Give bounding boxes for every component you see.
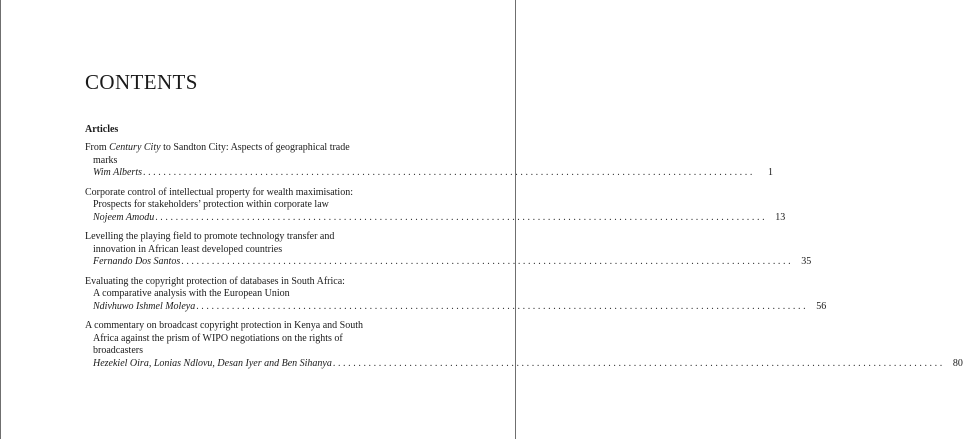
entry-page-number: 13 [775, 211, 786, 223]
author-line [85, 300, 827, 314]
entry-page-number: 56 [816, 300, 827, 312]
entry-page-number: 35 [801, 256, 812, 267]
entry-title-line-2: innovation in African least developed countries [93, 243, 283, 255]
toc-entry[interactable] [85, 231, 812, 269]
entry-title-line-2: A comparative analysis with the European Union [93, 288, 290, 299]
toc-entry[interactable] [85, 320, 963, 370]
entry-title-line: A commentary on broadcast copyright protection in Kenya and South [85, 320, 363, 331]
entry-title-line: Levelling the playing field to promote technology transfer and [85, 231, 335, 242]
dot-leader: ........................................................................................................................ [332, 357, 945, 369]
entry-page-number: 80 [952, 357, 963, 369]
toc-entry[interactable] [85, 142, 773, 180]
dot-leader: ........................................................................................................................ [196, 300, 809, 312]
toc-entries [85, 142, 963, 377]
entry-title-line-3: broadcasters [93, 345, 143, 356]
entry-title-line: Evaluating the copyright protection of databases in South Africa: [85, 275, 345, 287]
entry-title-line: Corporate control of intellectual property for wealth maximisation: [85, 186, 353, 198]
entry-title-line-2: Prospects for stakeholders’ protection within corporate law [93, 199, 329, 210]
author-line [85, 256, 812, 269]
entry-author: Ndivhuwo Ishmel Moleya [93, 300, 196, 312]
entry-title-line-2: Africa against the prism of WIPO negotiations on the rights of [93, 332, 343, 344]
entry-author: Hezekiel Oira, Lonias Ndlovu, Desan Iyer and Ben Sihanya [93, 357, 332, 369]
dot-leader: ........................................................................................................................ [155, 211, 768, 223]
entry-title-line: From Century City to Sandton City: Aspects of geographical trade [85, 142, 350, 153]
toc-entry[interactable] [85, 186, 786, 225]
author-line [85, 357, 963, 371]
entry-author: Fernando Dos Santos [93, 256, 181, 267]
dot-leader: ........................................................................................................................ [142, 167, 755, 178]
entry-page-number: 1 [767, 167, 773, 178]
dot-leader: ........................................................................................................................ [181, 256, 794, 267]
entry-author: Wim Alberts [93, 167, 142, 178]
section-heading: Articles [85, 124, 119, 135]
entry-author: Nojeem Amodu [93, 211, 155, 223]
contents-title: CONTENTS [85, 70, 198, 94]
toc-entry[interactable] [85, 275, 827, 314]
entry-title-line-2: marks [93, 154, 118, 166]
author-line [85, 211, 786, 225]
author-line [85, 167, 773, 180]
